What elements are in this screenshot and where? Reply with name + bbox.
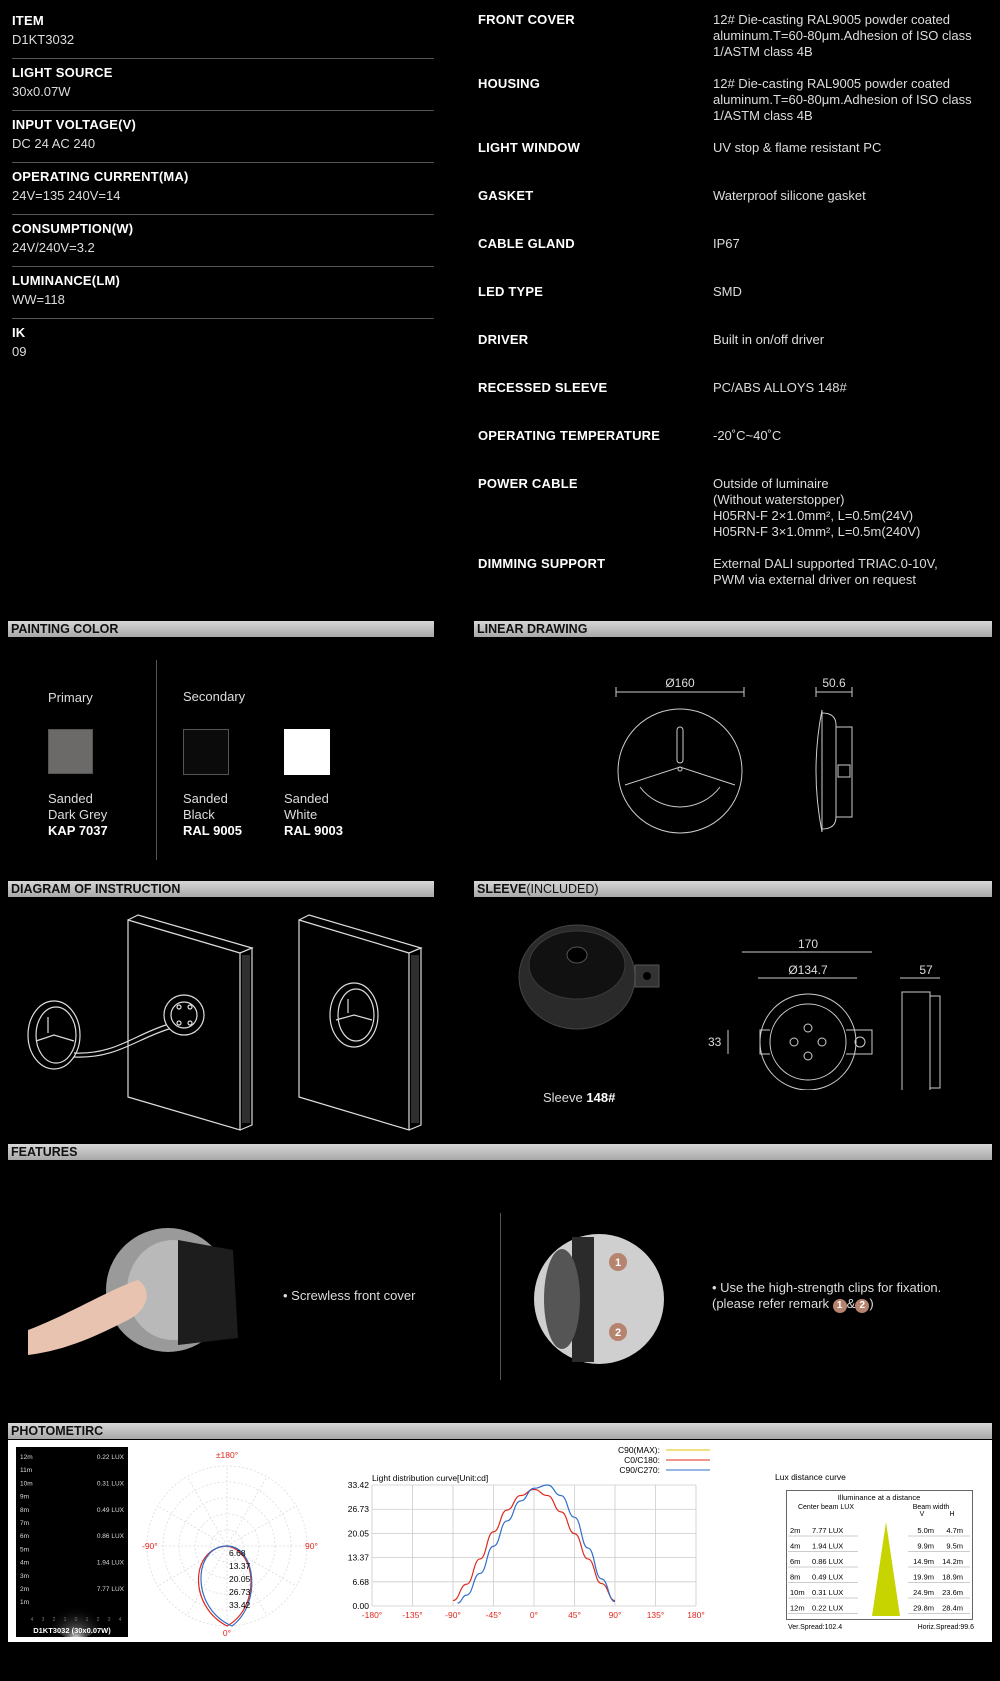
lux-distance-title: Lux distance curve <box>775 1472 846 1482</box>
illum-cell: 1.94 LUX <box>812 1541 844 1551</box>
dist-series-line <box>458 1485 616 1603</box>
lux-x-tick: 3 <box>41 1617 45 1623</box>
lux-distance-label: 8m <box>20 1506 30 1514</box>
illum-cell: 0.31 LUX <box>812 1588 844 1597</box>
spec-value: DC 24 AC 240 <box>12 136 96 151</box>
polar-chart <box>130 1436 320 1641</box>
spec-row-right <box>478 476 998 556</box>
lux-x-tick: 1 <box>63 1617 67 1623</box>
swatch-black-caption: Sanded Black RAL 9005 <box>183 791 243 838</box>
polar-ring-label: 26.73 <box>229 1587 251 1597</box>
polar-spoke <box>227 1506 296 1546</box>
ver-spread: Ver.Spread:102.4 <box>788 1624 843 1631</box>
polar-ring-label: 13.37 <box>229 1561 251 1571</box>
lux-value-label: 0.86 LUX <box>96 1533 124 1541</box>
distribution-title: Light distribution curve[Unit:cd] <box>372 1473 489 1483</box>
spec-row-right <box>478 188 998 236</box>
illum-cell: 23.6m <box>942 1588 963 1597</box>
dist-x-tick: 135° <box>646 1610 665 1620</box>
dist-x-tick: -180° <box>361 1610 383 1620</box>
illum-cell: 12m <box>790 1603 805 1613</box>
illum-cell: 10m <box>790 1588 805 1597</box>
spec-value: SMD <box>713 284 742 299</box>
section-header-photometric: PHOTOMETIRC <box>8 1423 992 1439</box>
lux-distance-label: 2m <box>20 1586 30 1593</box>
dist-y-tick: 13.37 <box>347 1552 369 1563</box>
spec-row-right <box>478 284 998 332</box>
linear-diameter: Ø160 <box>665 676 695 690</box>
dist-y-tick: 20.05 <box>347 1528 369 1539</box>
feature-photo-clips <box>532 1232 667 1367</box>
illum-col2: Beam width <box>912 1504 950 1511</box>
lux-distance-label: 3m <box>20 1572 30 1580</box>
primary-label: Primary <box>48 690 93 705</box>
clip-marker-1: 1 <box>614 1257 622 1269</box>
spec-label: GASKET <box>478 188 534 203</box>
lux-value-label: 0.22 LUX <box>96 1454 124 1461</box>
illuminance-table <box>786 1490 978 1632</box>
illum-cell: 8m <box>790 1572 801 1582</box>
lux-value-label: 7.77 LUX <box>96 1586 124 1593</box>
lux-x-tick: 2 <box>52 1617 56 1623</box>
wall-speckle <box>242 955 419 1123</box>
polar-spoke <box>227 1477 267 1546</box>
dist-x-tick: -135° <box>402 1610 423 1620</box>
dist-x-tick: 90° <box>608 1610 622 1620</box>
swatch-white-caption: Sanded White RAL 9003 <box>284 791 344 838</box>
spec-label: INPUT VOLTAGE(V) <box>12 117 137 132</box>
illum-cell: 0.49 LUX <box>812 1572 844 1582</box>
spec-row-right <box>478 236 998 284</box>
dist-x-tick: 180° <box>687 1610 705 1620</box>
instruction-diagram <box>14 905 434 1135</box>
lux-x-tick: 4 <box>118 1617 122 1623</box>
spec-value: -20˚C~40˚C <box>713 428 782 443</box>
spec-value: 24V/240V=3.2 <box>12 240 95 255</box>
spec-row-right <box>478 556 998 596</box>
polar-spoke <box>187 1477 227 1546</box>
swatch-black <box>183 729 229 775</box>
spec-value: Built in on/off driver <box>713 332 825 347</box>
lux-chart-caption: D1KT3032 (30x0.07W) <box>33 1626 111 1635</box>
swatch-white <box>284 729 330 775</box>
dist-y-tick: 0.00 <box>352 1601 369 1611</box>
linear-drawing <box>600 665 900 845</box>
spec-value: UV stop & flame resistant PC <box>713 140 882 155</box>
spec-item-left <box>12 114 434 163</box>
sleeve-drawing <box>700 930 960 1090</box>
polar-spoke <box>158 1506 227 1546</box>
spec-row-right <box>478 76 998 140</box>
spec-label: FRONT COVER <box>478 12 575 27</box>
spec-value: Outside of luminaire (Without waterstopper) H05RN-F 2×1.0mm², L=0.5m(24V) H05RN-F 3×1.0mm², L=0.5m(240V) <box>713 476 921 539</box>
illum-cell: 14.2m <box>942 1557 963 1566</box>
lux-distance-label: 11m <box>20 1467 33 1475</box>
spec-label: CABLE GLAND <box>478 236 575 251</box>
lux-x-tick: 2 <box>96 1617 100 1623</box>
illum-cell: 5.0m <box>917 1526 934 1535</box>
illum-cell: 24.9m <box>913 1588 934 1597</box>
spec-list-left <box>12 10 434 373</box>
spec-value: IP67 <box>713 236 740 251</box>
illum-cell: 9.9m <box>917 1541 934 1551</box>
feature-photo-front-cover <box>28 1220 258 1370</box>
sleeve-depth: 57 <box>919 963 933 977</box>
lux-distance-label: 4m <box>20 1559 30 1567</box>
spec-item-left <box>12 270 434 319</box>
lux-value-label: 1.94 LUX <box>96 1559 124 1567</box>
illum-cell: 4m <box>790 1541 801 1551</box>
spec-label: OPERATING TEMPERATURE <box>478 428 661 443</box>
spec-item-left <box>12 62 434 111</box>
dist-x-tick: -45° <box>485 1610 502 1620</box>
spec-row-right <box>478 140 998 188</box>
spec-row-right <box>478 12 998 76</box>
illum-col1: Center beam LUX <box>797 1504 855 1511</box>
section-header-painting-color: PAINTING COLOR <box>8 621 434 637</box>
spec-label: RECESSED SLEEVE <box>478 380 608 395</box>
sleeve-height: 33 <box>708 1035 722 1049</box>
lux-distance-label: 9m <box>20 1493 30 1501</box>
spec-label: POWER CABLE <box>478 476 578 491</box>
lux-distance-label: 6m <box>20 1533 30 1541</box>
lux-cone-chart <box>16 1447 128 1637</box>
lux-x-tick: 3 <box>107 1617 111 1623</box>
spec-label: CONSUMPTION(W) <box>12 221 134 236</box>
swatch-dark-grey-caption: Sanded Dark Grey KAP 7037 <box>48 791 108 838</box>
polar-top-label: ±180° <box>215 1450 239 1460</box>
dist-legend-label: C90/C270: <box>619 1465 660 1475</box>
dist-y-tick: 6.68 <box>352 1576 369 1587</box>
spec-label: LED TYPE <box>478 284 544 299</box>
polar-right-label: 90° <box>305 1541 318 1551</box>
section-header-features: FEATURES <box>8 1144 992 1160</box>
remark-marker-2: 2 <box>855 1299 869 1313</box>
light-distribution-chart <box>340 1443 750 1639</box>
dist-x-tick: 0° <box>529 1610 539 1620</box>
swatch-dark-grey <box>48 729 93 774</box>
illum-v: V <box>919 1511 925 1518</box>
illum-cell: 28.4m <box>942 1603 963 1613</box>
illum-cone <box>872 1522 900 1616</box>
spec-item-left <box>12 10 434 59</box>
spec-label: LUMINANCE(LM) <box>12 273 121 288</box>
lux-x-tick: 4 <box>30 1617 34 1623</box>
spec-row-right <box>478 380 998 428</box>
polar-ring-label: 6.68 <box>229 1548 246 1558</box>
clip-marker-2: 2 <box>614 1327 622 1339</box>
lux-x-tick: 1 <box>85 1617 89 1623</box>
polar-ring-label: 20.05 <box>229 1574 251 1584</box>
section-header-sleeve: SLEEVE(INCLUDED) <box>474 881 992 897</box>
illum-cell: 2m <box>790 1526 801 1535</box>
spec-item-left <box>12 166 434 215</box>
lux-distance-label: 5m <box>20 1546 30 1554</box>
sleeve-diameter: Ø134.7 <box>788 963 828 977</box>
spec-label: DIMMING SUPPORT <box>478 556 606 571</box>
secondary-label: Secondary <box>183 689 246 704</box>
polar-bottom-label: 0° <box>222 1628 232 1638</box>
illum-cell: 14.9m <box>913 1557 934 1566</box>
sleeve-photo <box>505 915 665 1065</box>
feature-screwless-text: • Screwless front cover <box>283 1288 416 1303</box>
painting-divider <box>156 660 157 860</box>
spec-label: OPERATING CURRENT(MA) <box>12 169 189 184</box>
sleeve-width: 170 <box>797 937 819 951</box>
spec-list-right <box>478 12 998 596</box>
spec-label: IK <box>12 325 26 340</box>
lux-value-label: 0.49 LUX <box>96 1506 124 1514</box>
dist-legend-label: C90(MAX): <box>617 1445 660 1455</box>
lux-value-label: 0.31 LUX <box>96 1480 124 1488</box>
spec-item-left <box>12 322 434 370</box>
illum-cell: 18.9m <box>942 1572 963 1582</box>
spec-row-right <box>478 428 998 476</box>
polar-ring-label: 33.42 <box>229 1600 251 1610</box>
spec-label: ITEM <box>12 13 44 28</box>
illum-cell: 6m <box>790 1557 801 1566</box>
spec-value: External DALI supported TRIAC.0-10V, PWM via external driver on request <box>713 556 938 587</box>
illum-cell: 19.9m <box>913 1572 934 1582</box>
horiz-spread: Horiz.Spread:99.6 <box>917 1624 974 1631</box>
illum-cell: 0.86 LUX <box>812 1557 844 1566</box>
illum-cell: 7.77 LUX <box>812 1526 844 1535</box>
spec-value: Waterproof silicone gasket <box>713 188 866 203</box>
linear-depth: 50.6 <box>822 676 846 690</box>
sleeve-caption: Sleeve 148# <box>543 1090 616 1105</box>
dist-y-tick: 26.73 <box>347 1504 369 1515</box>
lux-x-tick: 0 <box>74 1617 78 1623</box>
spec-row-right <box>478 332 998 380</box>
spec-value: 12# Die-casting RAL9005 powder coated aluminum.T=60-80μm.Adhesion of ISO class 1/ASTM class 4B <box>713 12 972 59</box>
section-header-instruction: DIAGRAM OF INSTRUCTION <box>8 881 434 897</box>
spec-label: HOUSING <box>478 76 541 91</box>
spec-label: LIGHT SOURCE <box>12 65 113 80</box>
spec-item-left <box>12 218 434 267</box>
dist-legend-label: C0/C180: <box>624 1455 660 1465</box>
feature-clips-text: • Use the high-strength clips for fixation. (please refer remark 1 & 2 ) <box>712 1280 942 1311</box>
section-header-linear-drawing: LINEAR DRAWING <box>474 621 992 637</box>
spec-value: 24V=135 240V=14 <box>12 188 121 203</box>
illum-h: H <box>949 1511 955 1518</box>
illum-cell: 29.8m <box>913 1603 934 1613</box>
polar-left-label: -90° <box>142 1541 158 1551</box>
dist-x-tick: 45° <box>568 1610 581 1620</box>
spec-label: LIGHT WINDOW <box>478 140 581 155</box>
lux-distance-label: 7m <box>20 1520 30 1527</box>
spec-value: 30x0.07W <box>12 84 71 99</box>
lux-distance-label: 1m <box>20 1599 30 1607</box>
dist-y-tick: 33.42 <box>347 1480 369 1490</box>
illum-cell: 0.22 LUX <box>812 1603 844 1613</box>
spec-value: PC/ABS ALLOYS 148# <box>713 380 847 395</box>
lux-distance-label: 12m <box>20 1454 33 1461</box>
remark-marker-1: 1 <box>833 1299 847 1313</box>
features-divider <box>500 1213 501 1380</box>
lux-distance-label: 10m <box>20 1480 33 1488</box>
spec-value: D1KT3032 <box>12 32 75 47</box>
illum-cell: 9.5m <box>946 1541 963 1551</box>
illum-title: Illuminance at a distance <box>837 1493 921 1502</box>
polar-spoke <box>158 1546 227 1586</box>
spec-value: 09 <box>12 344 27 359</box>
spec-value: WW=118 <box>12 292 65 307</box>
spec-value: 12# Die-casting RAL9005 powder coated aluminum.T=60-80μm.Adhesion of ISO class 1/ASTM class 4B <box>713 76 972 123</box>
dist-x-tick: -90° <box>445 1610 461 1620</box>
spec-label: DRIVER <box>478 332 529 347</box>
illum-cell: 4.7m <box>946 1526 963 1535</box>
